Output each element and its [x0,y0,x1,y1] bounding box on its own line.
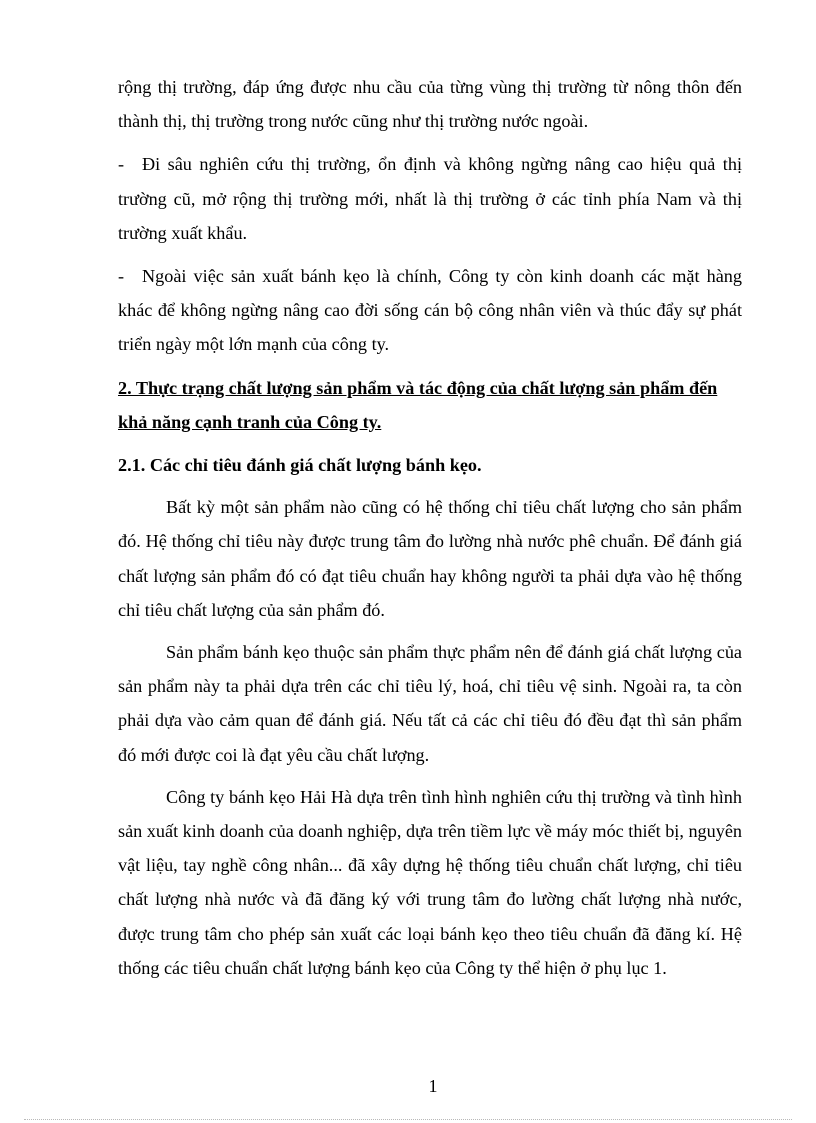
bullet-text: Ngoài việc sản xuất bánh kẹo là chính, Công ty còn kinh doanh các mặt hàng khác để không ngừng nâng cao đời sống cán bộ công nhân viên và thúc đẩy sự phát triển ngày một lớn mạnh của công ty. [118,266,742,355]
section-heading-2-1: 2.1. Các chỉ tiêu đánh giá chất lượng bánh kẹo. [118,455,482,476]
body-paragraph-2: Sản phẩm bánh kẹo thuộc sản phẩm thực phẩm nên để đánh giá chất lượng của sản phẩm này ta phải dựa trên các chỉ tiêu lý, hoá, chỉ tiêu vệ sinh. Ngoài ra, ta còn phải dựa vào cảm quan để đánh giá. Nếu tất cả các chỉ tiêu đó đều đạt thì sản phẩm đó mới được coi là đạt yêu cầu chất lượng. [118,642,742,765]
document-page [118,70,742,993]
section-heading-2: 2. Thực trạng chất lượng sản phẩm và tác động của chất lượng sản phẩm đến khả năng cạnh tranh của Công ty. [118,377,718,432]
body-paragraph-3: Công ty bánh kẹo Hải Hà dựa trên tình hình nghiên cứu thị trường và tình hình sản xuất kinh doanh của doanh nghiệp, dựa trên tiềm lực về máy móc thiết bị, nguyên vật liệu, tay nghề công nhân... đã xây dựng hệ thống tiêu chuẩn chất lượng, chỉ tiêu chất lượng nhà nước và đã đăng ký với trung tâm đo lường chất lượng nhà nước, được trung tâm cho phép sản xuất các loại bánh kẹo theo tiêu chuẩn đã đăng kí. Hệ thống các tiêu chuẩn chất lượng bánh kẹo của Công ty thể hiện ở phụ lục 1. [118,786,742,978]
bullet-text: Đi sâu nghiên cứu thị trường, ổn định và không ngừng nâng cao hiệu quả thị trường cũ, mở rộng thị trường mới, nhất là thị trường ở các tỉnh phía Nam và thị trường xuất khẩu. [118,154,742,243]
bullet-item-market-research [118,147,742,250]
bullet-item-diversification [118,259,742,362]
bullet-dash: - [118,266,125,287]
footer-divider [24,1119,792,1120]
body-paragraph-1: Bất kỳ một sản phẩm nào cũng có hệ thống chỉ tiêu chất lượng cho sản phẩm đó. Hệ thống chỉ tiêu này được trung tâm đo lường nhà nước phê chuẩn. Để đánh giá chất lượng sản phẩm đó có đạt tiêu chuẩn hay không người ta phải dựa vào hệ thống chỉ tiêu chất lượng của sản phẩm đó. [118,497,742,620]
page-number: 1 [428,1076,438,1096]
bullet-dash: - [118,154,125,175]
intro-paragraph: rộng thị trường, đáp ứng được nhu cầu của từng vùng thị trường từ nông thôn đến thành thị, thị trường trong nước cũng như thị trường nước ngoài. [118,77,742,132]
